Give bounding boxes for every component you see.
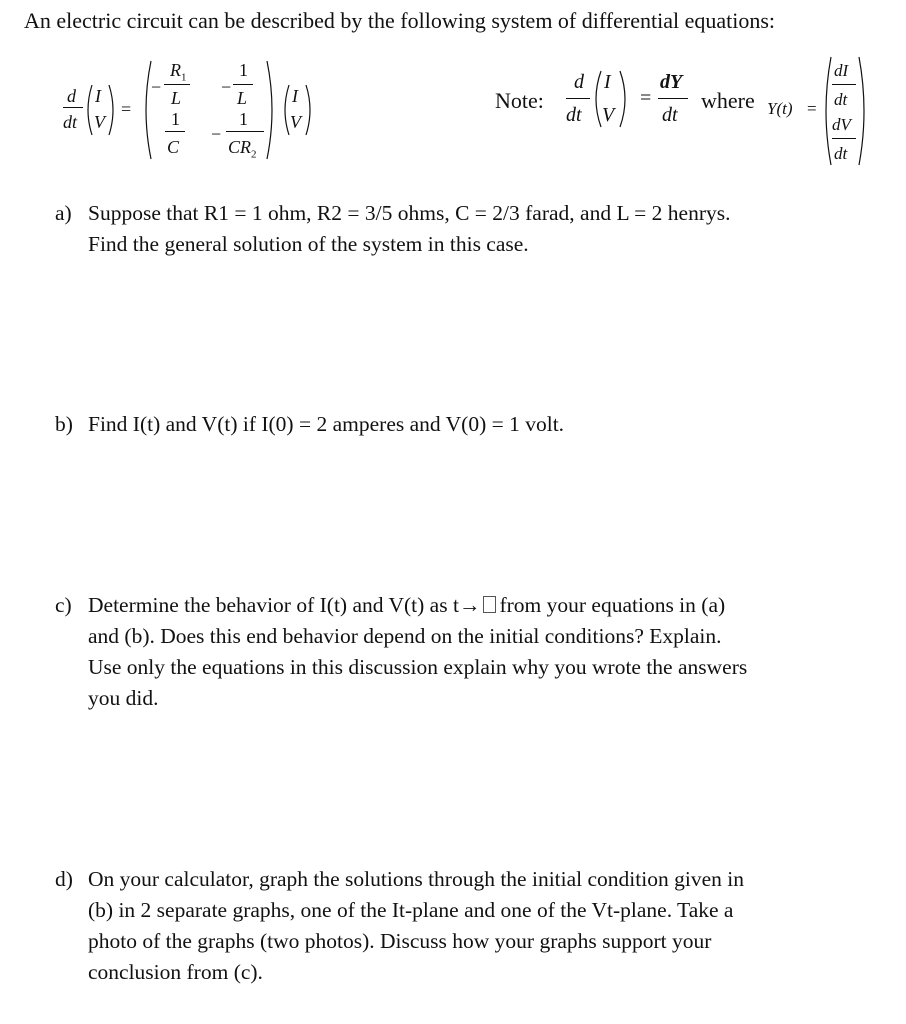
question-line: Suppose that R1 = 1 ohm, R2 = 3/5 ohms, C = 2/3 farad, and L = 2 henrys. [88,201,731,225]
note-vector-right-paren [858,56,870,166]
note-dy-line [658,98,688,99]
eq-right-paren [108,84,118,136]
question-label: b) [55,412,73,436]
m22-den: $CR_2$ [228,137,257,161]
note-dt: dt [566,104,582,126]
note-label: Note: [495,88,544,113]
m21-den: C [167,137,180,157]
m21-num: 1 [171,109,180,129]
eq-dt: dt [63,112,78,132]
m11-line [164,84,190,85]
eq-equals: = [121,99,132,119]
m11-sub: 1 [181,71,187,84]
m21-line [165,131,185,132]
note-vec-v: V [602,104,615,126]
question-line: you did. [88,686,159,710]
intro-text: An electric circuit can be described by the following system of differential equations: [24,8,776,33]
note-vec-i: I [604,71,611,93]
eq-vec-i: I [95,86,101,106]
m12-num: 1 [239,60,248,80]
eq-vec2-right-paren [305,84,315,136]
m11-num: $R_1$ [170,60,187,84]
question-line: photo of the graphs (two photos). Discuss how your graphs support your [88,929,712,953]
note-di-line [832,84,856,85]
question-c-line1-start: Determine the behavior of I(t) and V(t) as t→ [88,593,481,617]
note-dv-dt: dt [834,144,848,163]
m11-den: L [171,88,182,108]
m22-sub: 2 [251,148,257,161]
question-label: a) [55,201,72,225]
note-di-dt: dt [834,90,848,109]
m11-minus: − [151,77,162,97]
note-dy: dY [660,71,683,93]
note-d: d [574,71,584,93]
question-label: c) [55,593,72,617]
question-line: Find I(t) and V(t) if I(0) = 2 amperes and V(0) = 1 volt. [88,412,565,436]
missing-symbol-box [483,596,496,613]
question-line: (b) in 2 separate graphs, one of the It-plane and one of the Vt-plane. Take a [88,898,734,922]
question-label: d) [55,867,73,891]
note-right-paren [619,70,631,128]
note-vector-left-paren [820,56,832,166]
note-equals-2: = [807,99,817,118]
m22-num: 1 [239,109,248,129]
eq-vec2-i: I [292,86,298,106]
note-left-paren [590,70,602,128]
note-where: where [701,88,755,113]
question-line: On your calculator, graph the solutions through the initial condition given in [88,867,744,891]
eq-frac-line [63,107,83,108]
note-di: dI [834,61,849,80]
m22-line [226,131,264,132]
note-dy-dt: dt [662,104,678,126]
eq-vec-v: V [94,112,105,132]
question-line [88,590,747,621]
m12-line [233,84,253,85]
note-equals: = [640,87,652,109]
eq-vec2-v: V [290,112,301,132]
m12-den: L [237,88,248,108]
matrix-left-paren [140,60,152,160]
note-dv-line [832,138,856,139]
matrix-right-paren [266,60,278,160]
eq-d: d [67,86,76,106]
question-c-line1-end: from your equations in (a) [499,593,726,617]
note-dv: dV [832,115,851,134]
question-line: and (b). Does this end behavior depend on the initial conditions? Explain. [88,624,722,648]
m12-minus: − [221,77,232,97]
m22-minus: − [211,124,222,144]
note-y-of-t: Y(t) [767,99,793,118]
question-line: conclusion from (c). [88,960,263,984]
note-frac-line [566,98,590,99]
eq-left-paren [83,84,93,136]
question-line: Find the general solution of the system in this case. [88,232,529,256]
eq-vec2-left-paren [280,84,290,136]
question-line: Use only the equations in this discussion explain why you wrote the answers [88,655,748,679]
